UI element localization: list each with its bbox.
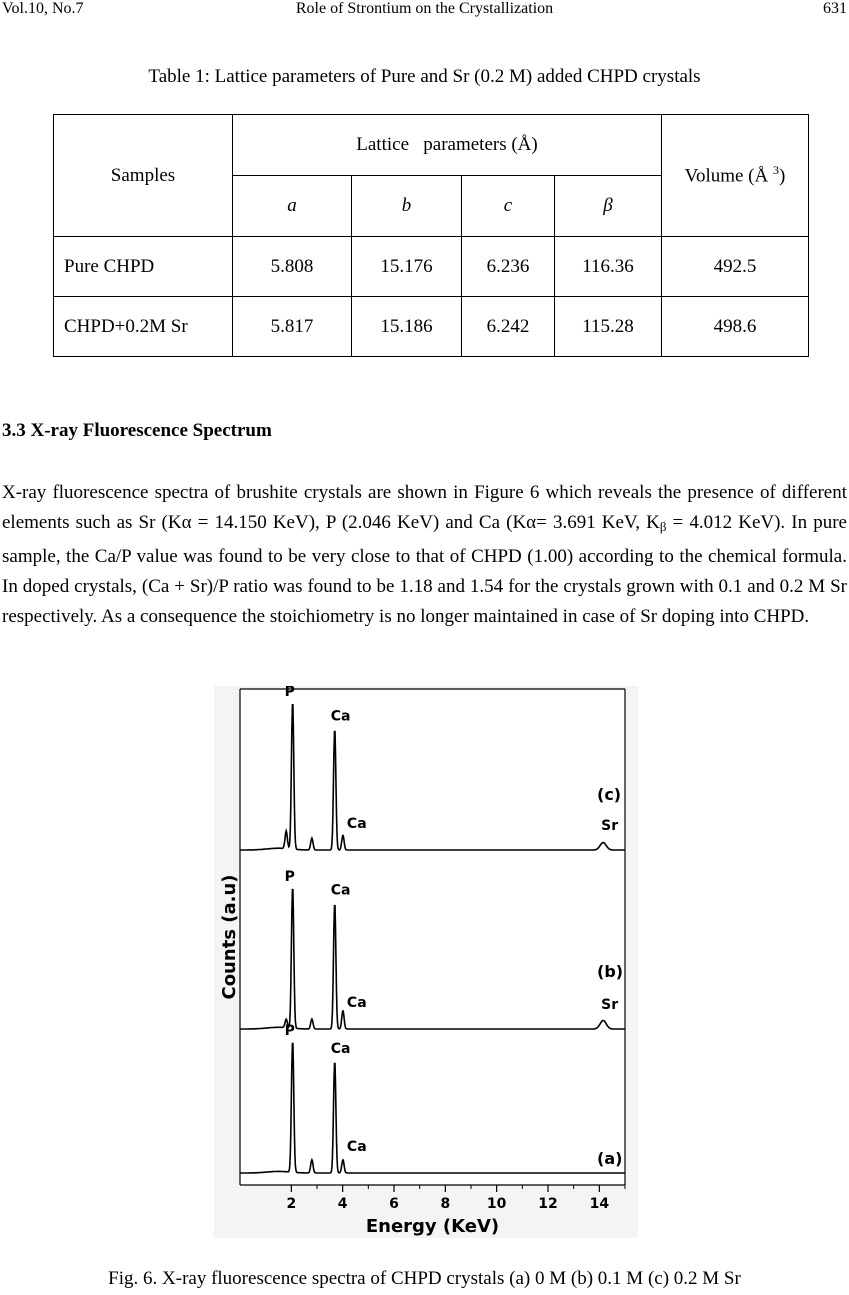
x-tick-label: 4 — [337, 1196, 348, 1212]
xrf-spectra-chart — [214, 686, 638, 1238]
peak-label: Sr — [601, 997, 619, 1013]
x-tick-label: 6 — [389, 1196, 399, 1212]
cell-beta: 115.28 — [555, 297, 662, 357]
figure-caption: Fig. 6. X-ray fluorescence spectra of CHPD crystals (a) 0 M (b) 0.1 M (c) 0.2 M Sr — [108, 1268, 741, 1289]
x-tick-label: 10 — [486, 1196, 507, 1212]
peak-label: P — [284, 869, 295, 885]
peak-label: Ca — [330, 708, 351, 725]
series-label: (c) — [597, 785, 622, 804]
section-heading: 3.3 X-ray Fluorescence Spectrum — [2, 420, 272, 441]
peak-label: P — [284, 1023, 295, 1039]
running-header — [0, 0, 849, 22]
cell-volume: 492.5 — [662, 237, 809, 297]
table-row — [54, 297, 809, 357]
cell-a: 5.817 — [233, 297, 352, 357]
peak-label: Ca — [346, 995, 367, 1011]
volume-header: Volume (Å $^3$) — [662, 115, 809, 237]
table-row — [54, 237, 809, 297]
peak-label: Ca — [346, 1139, 367, 1155]
peak-label: Ca — [330, 882, 351, 899]
body-paragraph: X-ray fluorescence spectra of brushite crystals are shown in Figure 6 which reveals the presence of different elements such as Sr (Kα = 14.150 KeV), P (2.046 KeV) and Ca (Kα= 3.691 KeV, $K_\beta = 4.012$ KeV). In pure sample, the Ca/P value was found to be very close to that of CHPD (1.00) according to the chemical formula. In doped crystals, (Ca + Sr)/P ratio was found to be 1.18 and 1.54 for the crystals grown with 0.1 and 0.2 M Sr respectively. As a consequence the stoichiometry is no longer maintained in case of Sr doping into CHPD. — [2, 482, 847, 627]
x-tick-label: 12 — [538, 1196, 558, 1212]
col-header-b: b — [352, 176, 462, 237]
header-title: Role of Strontium on the Crystallization — [295, 0, 554, 17]
plot-area — [240, 689, 625, 1185]
series-label: (b) — [597, 962, 624, 981]
cell-c: 6.242 — [462, 297, 555, 357]
cell-a: 5.808 — [233, 237, 352, 297]
cell-volume: 498.6 — [662, 297, 809, 357]
series-label: (a) — [597, 1149, 623, 1168]
lattice-parameters-table — [53, 114, 809, 357]
peak-label: Ca — [330, 1040, 351, 1057]
col-header-c: c — [462, 176, 555, 237]
table-caption: Table 1: Lattice parameters of Pure and Sr (0.2 M) added CHPD crystals — [148, 66, 701, 87]
samples-header: Samples — [54, 115, 233, 237]
x-tick-label: 2 — [286, 1196, 297, 1212]
lattice-parameters-header: Lattice parameters (Å) — [233, 115, 662, 176]
header-page-number: 631 — [823, 0, 847, 17]
cell-b: 15.176 — [352, 237, 462, 297]
cell-sample: CHPD+0.2M Sr — [54, 297, 233, 357]
peak-label: Sr — [601, 818, 619, 834]
col-header-beta: β — [555, 176, 662, 237]
cell-c: 6.236 — [462, 237, 555, 297]
y-axis-label: Counts (a.u) — [219, 874, 240, 1000]
col-header-a: a — [233, 176, 352, 237]
x-axis-label: Energy (KeV) — [365, 1216, 500, 1237]
header-volume: Vol.10, No.7 — [2, 0, 84, 17]
peak-label: P — [284, 686, 295, 700]
x-tick-label: 14 — [589, 1196, 610, 1212]
peak-label: Ca — [346, 816, 367, 832]
cell-beta: 116.36 — [555, 237, 662, 297]
cell-sample: Pure CHPD — [54, 237, 233, 297]
x-tick-label: 8 — [440, 1196, 451, 1212]
xrf-spectra-figure — [214, 686, 638, 1238]
cell-b: 15.186 — [352, 297, 462, 357]
